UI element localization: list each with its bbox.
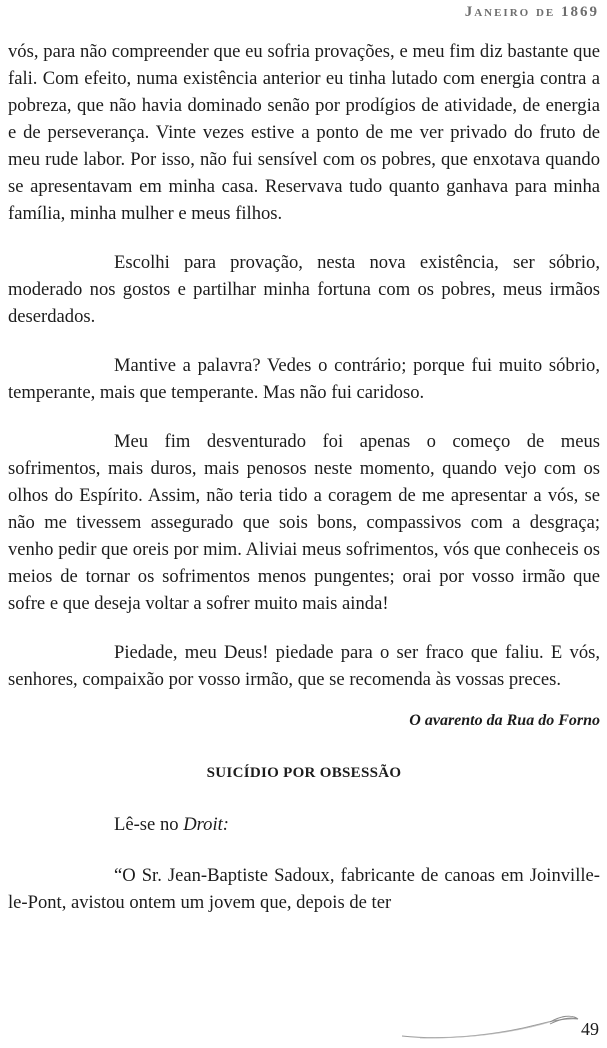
swash-ornament-icon [400, 1010, 580, 1044]
paragraph: vós, para não compreender que eu sofria provações, e meu fim diz bastante que fali. Com efeito, numa existência anterior eu tinha lutado com energia contra a pobreza, que não havia dominado senão por prodígios de atividade, de energia e de perseverança. Vinte vezes estive a ponto de me ver privado do fruto de meu rude labor. Por isso, não fui sensível com os pobres, que enxotava quando se apresentavam em minha casa. Reservava tudo quanto ganhava para minha família, minha mulher e meus filhos. [8, 41, 600, 224]
paragraph: Mantive a palavra? Vedes o contrário; porque fui muito sóbrio, temperante, mais que temperante. Mas não fui caridoso. [8, 355, 600, 403]
page-number: 49 [581, 1019, 599, 1039]
running-head: Janeiro de 1869 [464, 4, 599, 20]
source-line [8, 811, 600, 838]
paragraph: Meu fim desventurado foi apenas o começo de meus sofrimentos, mais duros, mais penosos neste momento, quando vejo com os olhos do Espírito. Assim, não teria tido a coragem de me apresentar a vós, se não me tivessem assegurado que sois bons, compassivos com a desgraça; venho pedir que oreis por mim. Aliviai meus sofrimentos, vós que conheceis os meios de tornar os sofrimentos menos pungentes; orai por vosso irmão que sofre e que deseja voltar a sofrer muito mais ainda! [8, 431, 600, 614]
body-text [8, 38, 600, 938]
source-name: Droit: [183, 814, 229, 835]
section-title: SUICÍDIO POR OBSESSÃO [206, 765, 402, 781]
source-prefix: Lê-se no [114, 814, 184, 835]
page-footer [0, 1010, 607, 1048]
signature: O avarento da Rua do Forno [409, 712, 600, 729]
paragraph: Escolhi para provação, nesta nova existência, ser sóbrio, moderado nos gostos e partilhar minha fortuna com os pobres, meus irmãos deserdados. [8, 252, 600, 327]
paragraph: Piedade, meu Deus! piedade para o ser fraco que faliu. E vós, senhores, compaixão por vosso irmão, que se recomenda às vossas preces. [8, 642, 600, 690]
quote-paragraph: “O Sr. Jean-Baptiste Sadoux, fabricante de canoas em Joinville-le-Pont, avistou ontem um jovem que, depois de ter [8, 865, 600, 913]
